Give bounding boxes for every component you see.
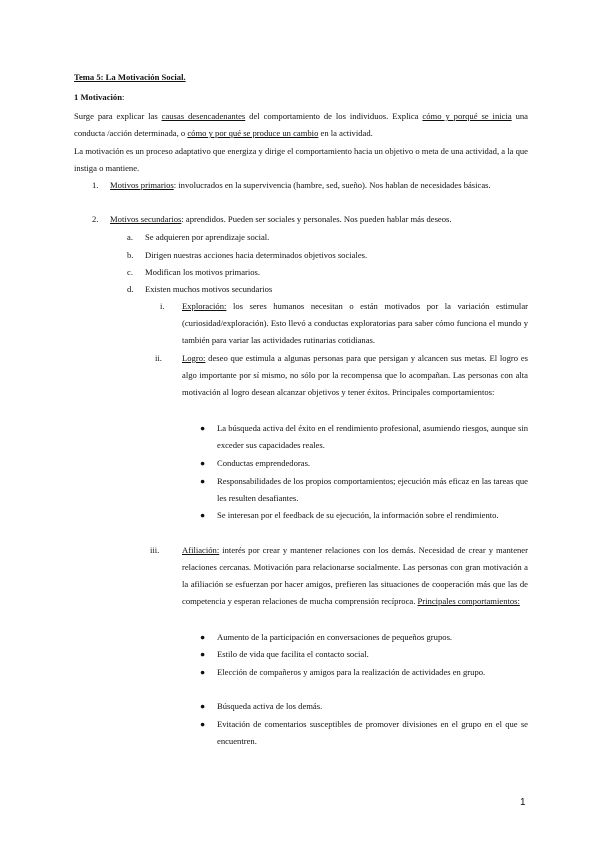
- section-heading: 1 Motivación:: [74, 92, 125, 102]
- logro-bullet: Conductas emprendedoras.: [217, 458, 311, 468]
- sublist-item: Existen muchos motivos secundarios: [145, 284, 273, 294]
- bullet-icon: ●: [200, 701, 206, 711]
- bullet-icon: ●: [200, 719, 206, 729]
- sublist-marker: b.: [127, 250, 134, 260]
- afiliacion-bullet: Evitación de comentarios susceptibles de promover divisiones en el grupo en el que se encuentren.: [217, 719, 528, 746]
- bullet-icon: ●: [200, 476, 206, 486]
- bullet-icon: ●: [200, 667, 206, 677]
- afiliacion-bullet: Estilo de vida que facilita el contacto social.: [217, 649, 369, 659]
- afiliacion-bullet: Aumento de la participación en conversaciones de pequeños grupos.: [217, 632, 453, 642]
- motive-logro: Logro: deseo que estimula a algunas personas para que persigan y alcancen sus metas. El logro es algo importante por sí mismo, no sólo por la recompensa que lo acompañan. Las personas con alta motivación al logro desean alcanzar objetivos y tener éxitos. Principales comportamientos:: [182, 353, 528, 397]
- como-porque-term: cómo y porqué se inicia: [422, 111, 512, 121]
- motive-afiliacion: Afiliación: interés por crear y mantener relaciones con los demás. Necesidad de crear y mantener relaciones cercanas. Motivación para relacionarse socialmente. Las personas con gran motivación a la afiliación se esfuerzan por hacer amigos, prefieren las situaciones de cooperación más que las de competencia y esperan relaciones de mucha comprensión recíproca. Principales comportamientos:: [182, 545, 528, 606]
- list-marker: 1.: [92, 180, 99, 190]
- sublist-item: Modifican los motivos primarios.: [145, 267, 261, 277]
- page-number: 1: [520, 797, 526, 808]
- sublist-marker: a.: [127, 232, 133, 242]
- logro-bullet: Responsabilidades de los propios comportamientos; ejecución más eficaz en las tareas que les resulten desafiantes.: [217, 476, 528, 503]
- roman-marker: iii.: [150, 545, 160, 555]
- list-item-secondary-motives: Motivos secundarios: aprendidos. Pueden ser sociales y personales. Nos pueden hablar más deseos.: [110, 214, 452, 224]
- sublist-marker: d.: [127, 284, 134, 294]
- logro-bullet: Se interesan por el feedback de su ejecución, la información sobre el rendimiento.: [217, 510, 499, 520]
- document-title: Tema 5: La Motivación Social.: [74, 72, 186, 82]
- list-marker: 2.: [92, 214, 99, 224]
- list-item-primary-motives: Motivos primarios: involucrados en la supervivencia (hambre, sed, sueño). Nos hablan de necesidades básicas.: [110, 180, 491, 190]
- afiliacion-bullet: Elección de compañeros y amigos para la realización de actividades en grupo.: [217, 667, 486, 677]
- bullet-icon: ●: [200, 423, 206, 433]
- sublist-item: Se adquieren por aprendizaje social.: [145, 232, 270, 242]
- cambio-term: cómo y por qué se produce un cambio: [187, 128, 319, 138]
- bullet-icon: ●: [200, 632, 206, 642]
- sublist-marker: c.: [127, 267, 133, 277]
- definition-paragraph: La motivación es un proceso adaptativo que energiza y dirige el comportamiento hacia un objetivo o meta de una actividad, a la que instiga o mantiene.: [74, 146, 528, 173]
- logro-bullet: La búsqueda activa del éxito en el rendimiento profesional, asumiendo riesgos, aunque sin exceder sus capacidades reales.: [217, 423, 528, 450]
- bullet-icon: ●: [200, 649, 206, 659]
- afiliacion-bullet: Búsqueda activa de los demás.: [217, 701, 323, 711]
- causas-term: causas desencadenantes: [161, 111, 246, 121]
- bullet-icon: ●: [200, 458, 206, 468]
- roman-marker: ii.: [155, 353, 162, 363]
- intro-paragraph: Surge para explicar las causas desencadenantes del comportamiento de los individuos. Explica cómo y porqué se inicia una conducta /acción determinada, o cómo y por qué se produce un cambio en la actividad.: [74, 111, 528, 138]
- section-heading-label: 1 Motivación: [74, 92, 122, 102]
- sublist-item: Dirigen nuestras acciones hacia determinados objetivos sociales.: [145, 250, 368, 260]
- roman-marker: i.: [160, 301, 165, 311]
- bullet-icon: ●: [200, 510, 206, 520]
- motive-exploracion: Exploración: los seres humanos necesitan o están motivados por la variación estimular (curiosidad/exploración). Esto llevó a conductas exploratorias para saber cómo funciona el mundo y también para variar las actividades rutinarias cotidianas.: [182, 301, 528, 345]
